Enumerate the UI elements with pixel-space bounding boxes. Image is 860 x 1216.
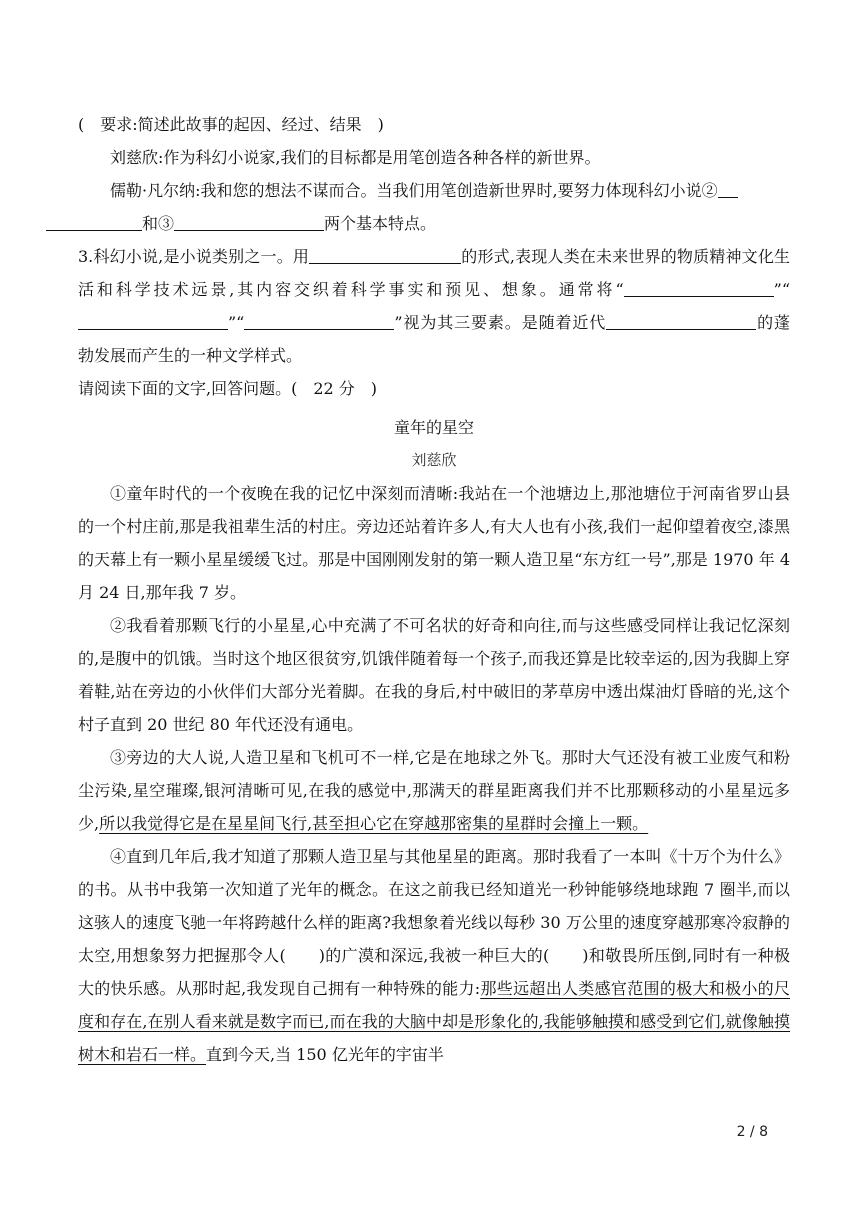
p4-text: ④直到几年后,我才知道了那颗人造卫星与其他星星的距离。那时我看了一本叫《十万个为什么》的书。从书中我第一次知道了光年的概念。在这之前我已经知道光一秒钟能够绕地球跑 7 圈半,而以这骇人的速度飞驰一年将跨越什么样的距离?我想象着光线以每秒 30 万公里的速度穿越那寒冷寂静的太空,用想象努力把握那令人( )的广漠和深远,我被一种巨大的( )和敬畏所压倒,同时有一种极大的快乐感。从那时起,我发现自己拥有一种特殊的能力:: [78, 847, 790, 998]
dialog-verne-text-b: 和③: [142, 214, 175, 233]
article-paragraph-1: ①童年时代的一个夜晚在我的记忆中深刻而清晰:我站在一个池塘边上,那池塘位于河南省罗山县的一个村庄前,那是我祖辈生活的村庄。旁边还站着许多人,有大人也有小孩,我们一起仰望着夜空,漆黑的天幕上有一颗小星星缓缓飞过。那是中国刚刚发射的第一颗人造卫星“东方红一号”,那是 1970 年 4 月 24 日,那年我 7 岁。: [78, 484, 790, 602]
q3-text-e: ”视为其三要素。是随着近代: [394, 313, 607, 332]
dialog-verne: [78, 174, 790, 240]
article-paragraph-4: [78, 840, 790, 1071]
article-paragraph-3: [78, 741, 790, 840]
q3-text-b: 的形式,表现人类在未来世界的物质精神文化生活和科学技术远景,其内容交织着科学事实和预见、想象。通常将“: [78, 247, 790, 299]
q3-blank-1[interactable]: [309, 245, 461, 264]
q3-text-f: 的蓬勃发展而产生的一种文学样式。: [78, 313, 790, 365]
page-content: [78, 108, 790, 1071]
article-author: 刘慈欣: [411, 451, 457, 469]
q3-text-d: ”“: [228, 313, 245, 332]
reading-instruction: 请阅读下面的文字,回答问题。( 22 分 ): [78, 379, 378, 398]
page-number: 2 / 8: [736, 1124, 768, 1140]
q3-text-a: 3.科幻小说,是小说类别之一。用: [78, 247, 310, 266]
q3-blank-5[interactable]: [606, 311, 756, 330]
dialog-verne-text-a: 儒勒·凡尔纳:我和您的想法不谋而合。当我们用笔创造新世界时,要努力体现科幻小说②: [110, 181, 718, 200]
q3-blank-2[interactable]: [624, 278, 774, 297]
p3-text: ③旁边的大人说,人造卫星和飞机可不一样,它是在地球之外飞。那时大气还没有被工业废气和粉尘污染,星空璀璨,银河清晰可见,在我的感觉中,那满天的群星距离我们并不比那颗移动的小星星远多少,: [78, 748, 790, 833]
q3-text-c: ”“: [773, 280, 790, 299]
dialog-verne-text-c: 两个基本特点。: [324, 214, 437, 233]
requirement-line: ( 要求:简述此故事的起因、经过、结果 ): [78, 115, 384, 134]
q3-blank-4[interactable]: [244, 311, 394, 330]
dialog-liu: 刘慈欣:作为科幻小说家,我们的目标都是用笔创造各种各样的新世界。: [110, 148, 601, 167]
article-title: 童年的星空: [393, 418, 474, 437]
p4-underlined-sentence: 那些远超出人类感官范围的极大和极小的尺度和存在,在别人看来就是数字而已,而在我的大脑中却是形象化的,我能够触摸和感受到它们,就像触摸树木和岩石一样。: [78, 979, 790, 1064]
q3-blank-3[interactable]: [78, 311, 228, 330]
article-paragraph-2: ②我看着那颗飞行的小星星,心中充满了不可名状的好奇和向往,而与这些感受同样让我记忆深刻的,是腹中的饥饿。当时这个地区很贫穷,饥饿伴随着每一个孩子,而我还算是比较幸运的,因为我脚上穿着鞋,站在旁边的小伙伴们大部分光着脚。在我的身后,村中破旧的茅草房中透出煤油灯昏暗的光,这个村子直到 20 世纪 80 年代还没有通电。: [78, 616, 790, 734]
p3-underlined-sentence: 所以我觉得它是在星星间飞行,甚至担心它在穿越那密集的星群时会撞上一颗。: [99, 814, 649, 833]
p4-text-end: 直到今天,当 150 亿光年的宇宙半: [206, 1045, 444, 1064]
question-3: [78, 240, 790, 372]
blank-3[interactable]: [174, 212, 324, 231]
blank-2[interactable]: [46, 212, 142, 231]
blank-2-start[interactable]: [718, 179, 738, 198]
